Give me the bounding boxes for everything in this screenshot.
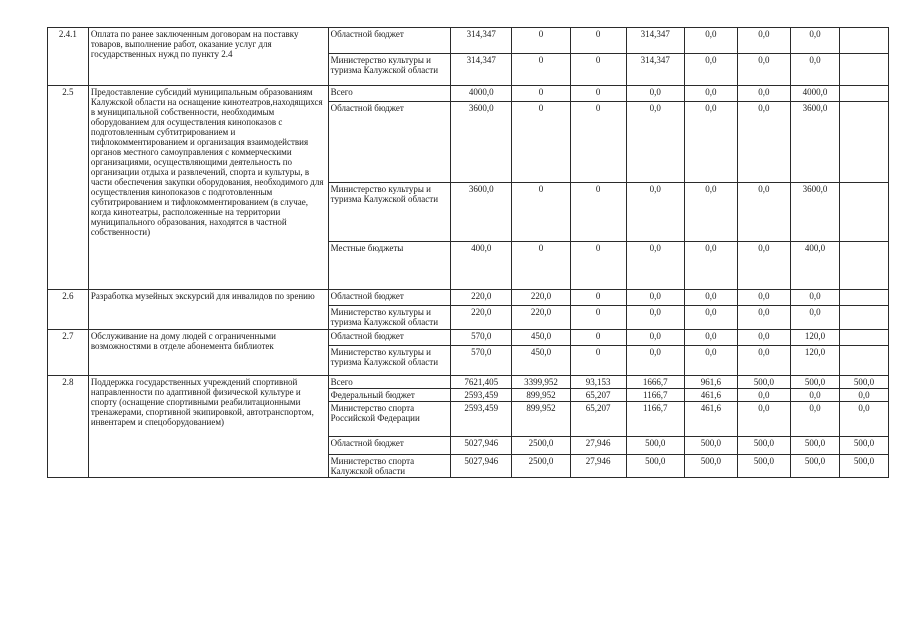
row-number: 2.5: [48, 86, 89, 290]
funding-source: Областной бюджет: [328, 28, 450, 54]
value-cell: 500,0: [737, 376, 790, 389]
funding-source: Министерство спорта Российской Федерации: [328, 402, 450, 437]
value-cell: 899,952: [512, 389, 570, 402]
value-cell: [839, 183, 888, 242]
value-cell: 0,0: [684, 54, 737, 86]
value-cell: 1166,7: [626, 402, 684, 437]
value-cell: 3600,0: [451, 102, 512, 183]
value-cell: 0,0: [684, 330, 737, 346]
value-cell: 0,0: [684, 183, 737, 242]
row-description: Оплата по ранее заключенным договорам на поставку товаров, выполнение работ, оказание услуг для государственных нужд по пункту 2.4: [88, 28, 328, 86]
value-cell: 500,0: [684, 455, 737, 478]
value-cell: 0: [570, 28, 626, 54]
value-cell: 961,6: [684, 376, 737, 389]
value-cell: 2593,459: [451, 402, 512, 437]
value-cell: 0,0: [684, 346, 737, 376]
value-cell: 120,0: [790, 346, 839, 376]
value-cell: 500,0: [737, 455, 790, 478]
funding-source: Областной бюджет: [328, 330, 450, 346]
value-cell: 0,0: [839, 389, 888, 402]
row-number: 2.4.1: [48, 28, 89, 86]
value-cell: 500,0: [684, 437, 737, 455]
value-cell: [839, 86, 888, 102]
funding-source: Областной бюджет: [328, 102, 450, 183]
value-cell: 0,0: [737, 102, 790, 183]
value-cell: [839, 330, 888, 346]
value-cell: 0,0: [626, 183, 684, 242]
value-cell: [839, 242, 888, 290]
value-cell: 0: [570, 330, 626, 346]
value-cell: 500,0: [626, 437, 684, 455]
value-cell: 314,347: [626, 54, 684, 86]
value-cell: 0,0: [684, 86, 737, 102]
value-cell: [839, 306, 888, 330]
value-cell: 0,0: [790, 28, 839, 54]
table-row: [48, 86, 889, 102]
value-cell: 0,0: [626, 290, 684, 306]
value-cell: 500,0: [790, 437, 839, 455]
value-cell: 461,6: [684, 389, 737, 402]
value-cell: 450,0: [512, 346, 570, 376]
value-cell: 899,952: [512, 402, 570, 437]
value-cell: 0,0: [737, 306, 790, 330]
value-cell: 400,0: [790, 242, 839, 290]
value-cell: 0,0: [737, 54, 790, 86]
value-cell: 500,0: [839, 437, 888, 455]
value-cell: 7621,405: [451, 376, 512, 389]
value-cell: 27,946: [570, 455, 626, 478]
row-description: Предоставление субсидий муниципальным образованиям Калужской области на оснащение кинотеатров,находящихся в муниципальной собственности, необходимым оборудованием для осуществления кинопоказов с подготовленным субтитрированием и тифлокомментированием и организация взаимодействия органов местного самоуправления с коммерческими организациями, осуществляющими деятельность по организации отдыха и развлечений, спорта и культуры, в части обеспечения закупки оборудования, необходимого для осуществления кинопоказов с подготовленным субтитрированием и тифлокомментированием (в случае, когда кинотеатры, расположенные на территории муниципального образования, находятся в частной собственности): [88, 86, 328, 290]
value-cell: 2593,459: [451, 389, 512, 402]
table-row: [48, 376, 889, 389]
value-cell: 0: [512, 28, 570, 54]
value-cell: 0: [570, 290, 626, 306]
value-cell: 220,0: [451, 290, 512, 306]
value-cell: 0,0: [626, 346, 684, 376]
value-cell: 0,0: [790, 389, 839, 402]
row-number: 2.6: [48, 290, 89, 330]
table-row: [48, 28, 889, 54]
value-cell: 1666,7: [626, 376, 684, 389]
funding-source: Всего: [328, 376, 450, 389]
value-cell: 500,0: [839, 455, 888, 478]
value-cell: 0: [570, 346, 626, 376]
value-cell: [839, 54, 888, 86]
table-row: [48, 290, 889, 306]
value-cell: 0,0: [626, 330, 684, 346]
value-cell: 450,0: [512, 330, 570, 346]
value-cell: 0: [570, 86, 626, 102]
value-cell: 0: [512, 102, 570, 183]
value-cell: 1166,7: [626, 389, 684, 402]
funding-source: Министерство культуры и туризма Калужской области: [328, 54, 450, 86]
value-cell: 0: [570, 183, 626, 242]
value-cell: [839, 102, 888, 183]
value-cell: 0: [570, 306, 626, 330]
value-cell: 220,0: [512, 290, 570, 306]
value-cell: 0,0: [737, 330, 790, 346]
value-cell: 220,0: [451, 306, 512, 330]
value-cell: [839, 28, 888, 54]
value-cell: 570,0: [451, 330, 512, 346]
value-cell: 3600,0: [790, 102, 839, 183]
funding-source: Федеральный бюджет: [328, 389, 450, 402]
value-cell: 0: [570, 242, 626, 290]
value-cell: 0,0: [626, 86, 684, 102]
value-cell: 0: [570, 54, 626, 86]
funding-source: Всего: [328, 86, 450, 102]
value-cell: 0,0: [626, 306, 684, 330]
value-cell: 500,0: [626, 455, 684, 478]
value-cell: 0,0: [790, 290, 839, 306]
row-number: 2.8: [48, 376, 89, 478]
value-cell: 0: [570, 102, 626, 183]
value-cell: 0,0: [626, 242, 684, 290]
value-cell: 461,6: [684, 402, 737, 437]
value-cell: [839, 346, 888, 376]
funding-source: Местные бюджеты: [328, 242, 450, 290]
value-cell: 5027,946: [451, 437, 512, 455]
funding-source: Областной бюджет: [328, 437, 450, 455]
value-cell: 0,0: [790, 402, 839, 437]
row-description: Поддержка государственных учреждений спортивной направленности по адаптивной физической культуре и спорту (оснащение спортивными реабилитационными тренажерами, спортивной экипировкой, автотранспортом, инвентарем и спецоборудованием): [88, 376, 328, 478]
value-cell: 500,0: [839, 376, 888, 389]
funding-source: Министерство спорта Калужской области: [328, 455, 450, 478]
value-cell: 0,0: [790, 306, 839, 330]
value-cell: 3600,0: [451, 183, 512, 242]
value-cell: 65,207: [570, 402, 626, 437]
row-description: Разработка музейных экскурсий для инвалидов по зрению: [88, 290, 328, 330]
funding-source: Министерство культуры и туризма Калужской области: [328, 183, 450, 242]
value-cell: 0,0: [790, 54, 839, 86]
value-cell: 0,0: [737, 389, 790, 402]
value-cell: 570,0: [451, 346, 512, 376]
value-cell: 0,0: [839, 402, 888, 437]
value-cell: 0,0: [737, 86, 790, 102]
row-description: Обслуживание на дому людей с ограниченными возможностями в отделе абонемента библиотек: [88, 330, 328, 376]
value-cell: 3600,0: [790, 183, 839, 242]
value-cell: 0: [512, 183, 570, 242]
value-cell: 314,347: [626, 28, 684, 54]
funding-source: Министерство культуры и туризма Калужской области: [328, 306, 450, 330]
value-cell: 5027,946: [451, 455, 512, 478]
value-cell: 500,0: [737, 437, 790, 455]
value-cell: 120,0: [790, 330, 839, 346]
funding-source: Министерство культуры и туризма Калужской области: [328, 346, 450, 376]
value-cell: 0,0: [737, 183, 790, 242]
value-cell: 500,0: [790, 455, 839, 478]
value-cell: 4000,0: [790, 86, 839, 102]
value-cell: 0,0: [737, 346, 790, 376]
value-cell: 0,0: [684, 290, 737, 306]
value-cell: 0,0: [737, 242, 790, 290]
value-cell: 0,0: [684, 28, 737, 54]
value-cell: 0: [512, 54, 570, 86]
row-number: 2.7: [48, 330, 89, 376]
value-cell: 0,0: [737, 402, 790, 437]
value-cell: 0,0: [626, 102, 684, 183]
value-cell: 314,347: [451, 54, 512, 86]
value-cell: 2500,0: [512, 455, 570, 478]
budget-table: [47, 27, 889, 478]
value-cell: 3399,952: [512, 376, 570, 389]
value-cell: 2500,0: [512, 437, 570, 455]
value-cell: 4000,0: [451, 86, 512, 102]
value-cell: 0: [512, 86, 570, 102]
value-cell: 0,0: [684, 306, 737, 330]
value-cell: 0: [512, 242, 570, 290]
value-cell: 27,946: [570, 437, 626, 455]
value-cell: 65,207: [570, 389, 626, 402]
value-cell: 500,0: [790, 376, 839, 389]
value-cell: 400,0: [451, 242, 512, 290]
value-cell: 93,153: [570, 376, 626, 389]
value-cell: 0,0: [737, 290, 790, 306]
value-cell: 0,0: [737, 28, 790, 54]
value-cell: 0,0: [684, 102, 737, 183]
value-cell: [839, 290, 888, 306]
table-row: [48, 330, 889, 346]
funding-source: Областной бюджет: [328, 290, 450, 306]
value-cell: 220,0: [512, 306, 570, 330]
value-cell: 314,347: [451, 28, 512, 54]
value-cell: 0,0: [684, 242, 737, 290]
